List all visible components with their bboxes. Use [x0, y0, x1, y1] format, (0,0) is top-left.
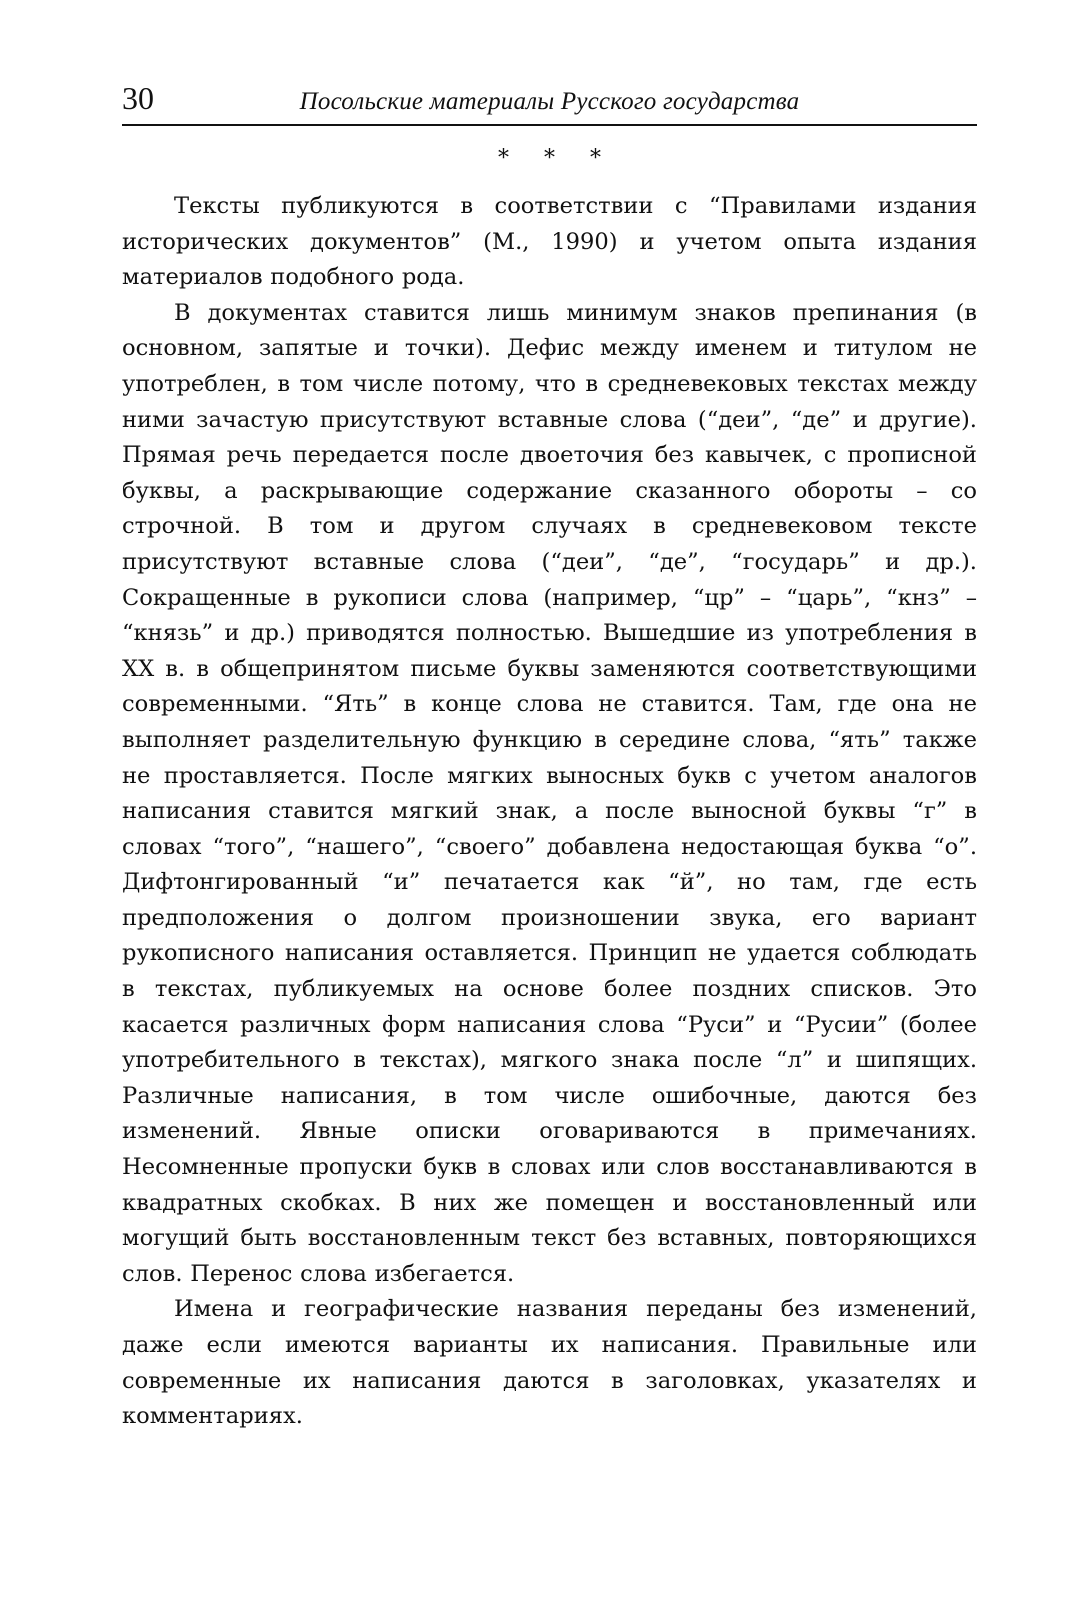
section-separator: * * *: [498, 146, 615, 171]
paragraph-1: Тексты публикуются в соответствии с “Правилами издания исторических документов” (М., 1990) и учетом опыта издания материалов подобного рода.: [122, 193, 977, 291]
paragraph-2: В документах ставится лишь минимум знаков препинания (в основном, запятые и точки). Дефис между именем и титулом не употреблен, в том числе потому, что в средневековых текстах между ними зачастую присутствуют вставные слова (“деи”, “де” и другие). Прямая речь передается после двоеточия без кавычек, с прописной буквы, а раскрывающие содержание сказанного обороты – со строчной. В том и другом случаях в средневековом тексте присутствуют вставные слова (“деи”, “де”, “государь” и др.). Сокращенные в рукописи слова (например, “цр” – “царь”, “кнз” – “князь” и др.) приводятся полностью. Вышедшие из употребления в XX в. в общепринятом письме буквы заменяются соответствующими современными. “Ять” в конце слова не ставится. Там, где она не выполняет разделительную функцию в середине слова, “ять” также не проставляется. После мягких выносных букв с учетом аналогов написания ставится мягкий знак, а после выносной буквы “г” в словах “того”, “нашего”, “своего” добавлена недостающая буква “о”. Дифтонгированный “и” печатается как “й”, но там, где есть предположения о долгом произношении звука, его вариант рукописного написания оставляется. Принцип не удается соблюдать в текстах, публикуемых на основе более поздних списков. Это касается различных форм написания слова “Руси” и “Русии” (более употребительного в текстах), мягкого знака после “л” и шипящих. Различные написания, в том числе ошибочные, даются без изменений. Явные описки оговариваются в примечаниях. Несомненные пропуски букв в словах или слов восстанавливаются в квадратных скобках. В них же помещен и восстановленный или могущий быть восстановленным текст без вставных, повторяющихся слов. Перенос слова избегается.: [122, 299, 977, 1287]
document-page: [122, 80, 977, 1435]
page-number: 30: [122, 80, 154, 116]
paragraph-3: Имена и географические названия переданы без изменений, даже если имеются варианты их написания. Правильные или современные их написания даются в заголовках, указателях и комментариях.: [122, 1296, 977, 1430]
running-title: Посольские материалы Русского государства: [299, 88, 800, 115]
running-head: [122, 80, 977, 126]
